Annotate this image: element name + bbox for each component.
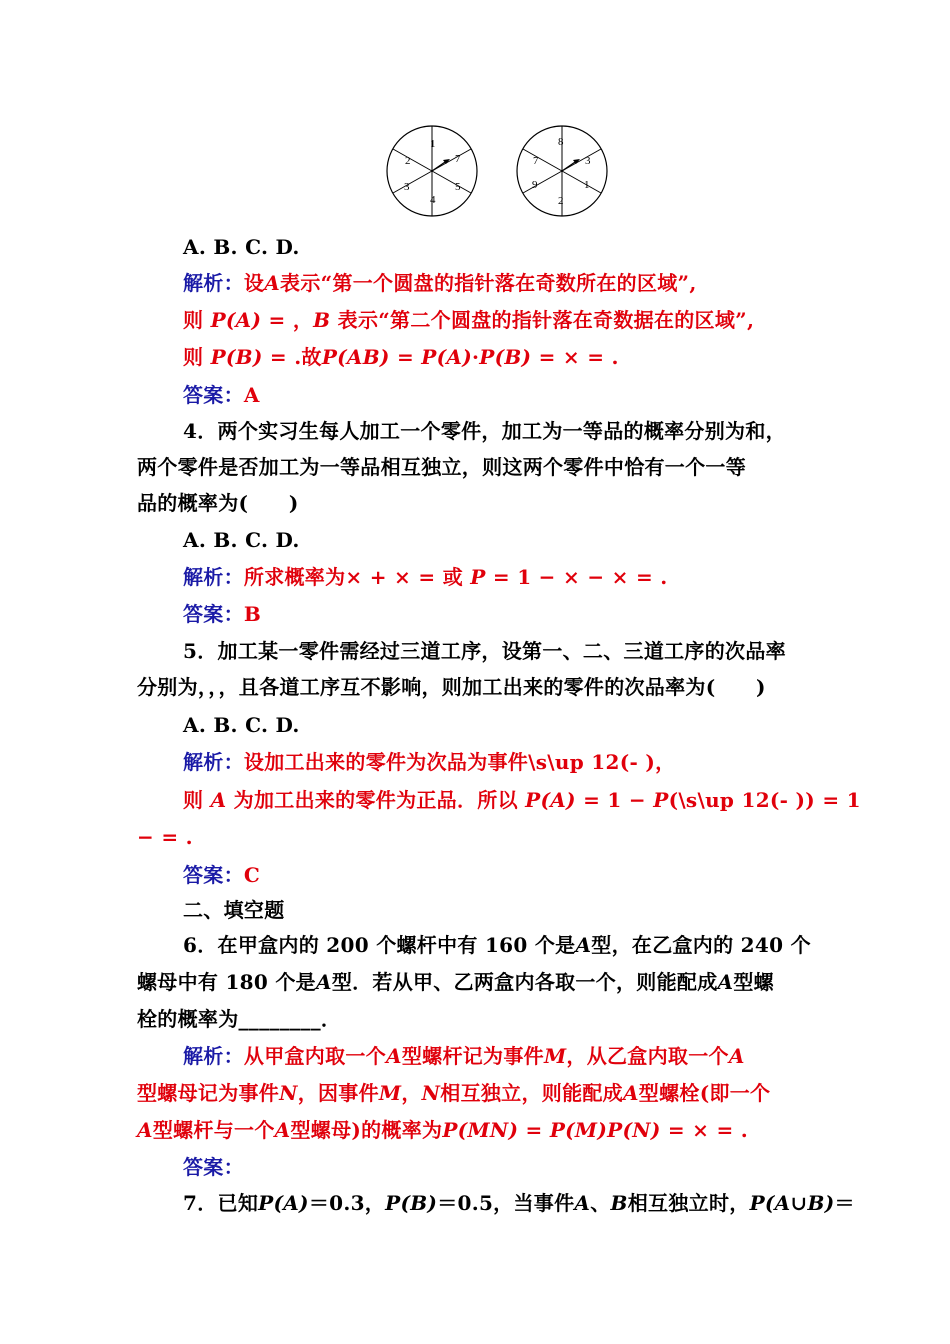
- disc2-number: 8: [558, 136, 564, 148]
- q5-analysis-line-2: 则 A 为加工出来的零件为正品．所以 P(A) = 1 − P(\s\up 12(- )) = 1: [183, 788, 861, 812]
- q6-analysis-line-1: 解析：从甲盒内取一个A型螺杆记为事件M，从乙盒内取一个A: [183, 1044, 745, 1068]
- analysis-label: 解析：: [183, 271, 244, 295]
- answer-label: 答案：: [183, 1155, 244, 1179]
- analysis-label: 解析：: [183, 1044, 244, 1068]
- disc1-number: 5: [455, 181, 461, 193]
- q6-analysis-line-2: 型螺母记为事件N，因事件M，N相互独立，则能配成A型螺栓(即一个: [137, 1081, 771, 1105]
- answer-value: C: [243, 863, 261, 887]
- q5-options: A. B. C. D.: [183, 713, 300, 737]
- answer-label: 答案：: [183, 383, 244, 407]
- disc1-number: 1: [430, 138, 436, 150]
- q5-stem-line-2: 分别为，，，且各道工序互不影响，则加工出来的零件的次品率为( ): [137, 675, 766, 699]
- disc1-number: 7: [455, 153, 461, 165]
- analysis-label: 解析：: [183, 565, 244, 589]
- q3-options: A. B. C. D.: [183, 235, 300, 259]
- q5-stem-line-1: 5．加工某一零件需经过三道工序，设第一、二、三道工序的次品率: [183, 639, 786, 663]
- spinner-disc-2: [517, 126, 607, 216]
- analysis-label: 解析：: [183, 750, 244, 774]
- disc1-number: 3: [404, 181, 410, 193]
- q5-answer: [183, 860, 260, 890]
- q5-analysis-line-3: − = .: [137, 825, 193, 849]
- q6-stem-line-3: 栓的概率为________．: [137, 1007, 342, 1031]
- spinner-discs-figure: [380, 122, 620, 222]
- answer-value: A: [243, 383, 260, 407]
- q3-answer: [183, 380, 260, 410]
- q4-analysis: 解析：所求概率为× + × = 或 P = 1 − × − × = .: [183, 565, 668, 589]
- disc2-number: 1: [584, 179, 590, 191]
- q4-stem-line-2: 两个零件是否加工为一等品相互独立，则这两个零件中恰有一个一等: [137, 455, 746, 479]
- q4-answer: [183, 599, 261, 629]
- q4-stem-line-3: 品的概率为( ): [137, 491, 299, 515]
- answer-value: B: [243, 602, 262, 626]
- disc2-number: 7: [533, 155, 539, 167]
- q3-analysis-line-1: 解析：设A表示“第一个圆盘的指针落在奇数所在的区域”,: [183, 271, 697, 295]
- q3-analysis-line-3: 则 P(B) = .故P(AB) = P(A)·P(B) = × = .: [183, 345, 619, 369]
- disc2-number: 9: [532, 179, 538, 191]
- q6-answer: [183, 1152, 244, 1182]
- disc2-number: 3: [585, 155, 591, 167]
- q5-analysis-line-1: 解析：设加工出来的零件为次品为事件\s\up 12(- )，: [183, 750, 676, 774]
- q7-stem-line-1: 7．已知P(A)＝0.3，P(B)＝0.5，当事件A、B相互独立时，P(A∪B)＝: [183, 1191, 855, 1215]
- q4-stem-line-1: 4．两个实习生每人加工一个零件，加工为一等品的概率分别为和，: [183, 419, 786, 443]
- disc1-number: 2: [405, 155, 411, 167]
- q4-options: A. B. C. D.: [183, 528, 300, 552]
- answer-label: 答案：: [183, 863, 244, 887]
- spinner-disc-1: [387, 126, 477, 216]
- disc2-number: 2: [558, 195, 564, 207]
- q6-stem-line-1: 6．在甲盒内的 200 个螺杆中有 160 个是A型，在乙盒内的 240 个: [183, 933, 811, 957]
- answer-label: 答案：: [183, 602, 244, 626]
- section-title: 二、填空题: [183, 898, 285, 922]
- q6-stem-line-2: 螺母中有 180 个是A型．若从甲、乙两盒内各取一个，则能配成A型螺: [137, 970, 774, 994]
- q6-analysis-line-3: A型螺杆与一个A型螺母)的概率为P(MN) = P(M)P(N) = × = .: [137, 1118, 749, 1142]
- disc1-number: 4: [430, 194, 436, 206]
- q3-analysis-line-2: 则 P(A) = ，B 表示“第二个圆盘的指针落在奇数据在的区域”,: [183, 308, 755, 332]
